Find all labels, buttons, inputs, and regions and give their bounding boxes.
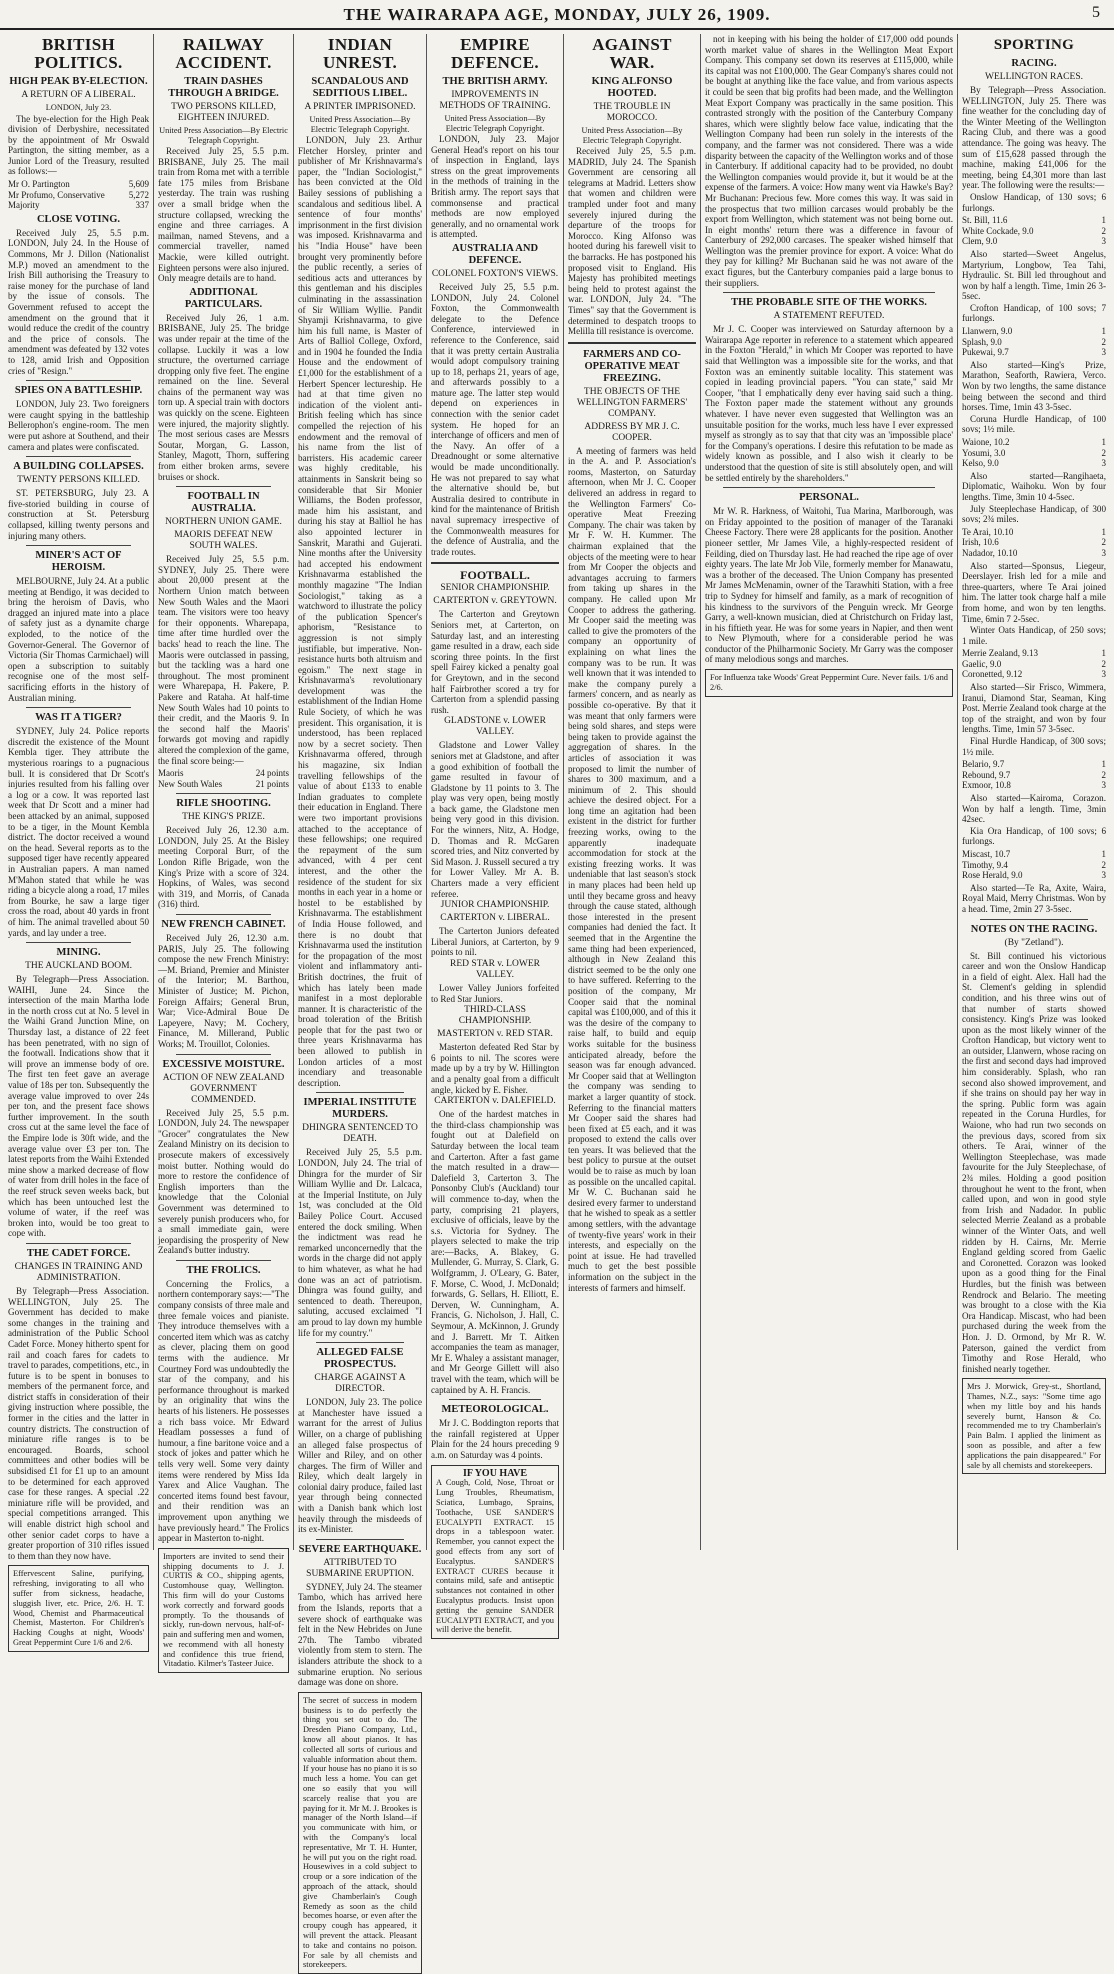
table-row xyxy=(962,669,1106,680)
divider xyxy=(26,1243,131,1244)
story-subtitle: MASTERTON v. RED STAR. xyxy=(437,1029,553,1040)
newspaper-title: THE WAIRARAPA AGE, MONDAY, JULY 26, 1909. xyxy=(343,5,771,24)
horse: Timothy, 9.4 xyxy=(962,859,1008,870)
divider xyxy=(176,1260,271,1261)
story-subtitle: IMPROVEMENTS IN METHODS OF TRAINING. xyxy=(439,90,551,111)
placing: 3 xyxy=(1101,547,1106,558)
table-row xyxy=(962,860,1106,871)
story-title: RACING. xyxy=(1011,58,1057,69)
column-british-politics xyxy=(4,34,154,1647)
story-title: THE FROLICS. xyxy=(186,1264,261,1276)
horse: Splash, 9.0 xyxy=(962,336,1002,347)
story-title: SCANDALOUS AND SEDITIOUS LIBEL. xyxy=(311,76,409,99)
column-sporting xyxy=(958,34,1110,1550)
placing: 1 xyxy=(1101,215,1106,226)
story-subtitle: TWO PERSONS KILLED, EIGHTEEN INJURED. xyxy=(171,102,276,123)
race-title: Crofton Handicap, of 100 sovs; 7 furlongs. xyxy=(962,302,1106,324)
placing: 3 xyxy=(1101,870,1106,881)
story-subtitle: THIRD-CLASS CHAMPIONSHIP. xyxy=(458,1005,532,1027)
wire-credit: United Press Association—By Electric Telegraph Copyright. xyxy=(444,114,546,133)
table-row xyxy=(962,458,1106,469)
story-body: not in keeping with his being the holder of £17,000 odd pounds worth market value of shares in the Wellington Meat Export Company. This company set down its reserves at £115,000, while its capital was not £100,000. The Gear Company's shares could not be bought at anything like the face value, and from various aspects it could be seen that big profits had been made, and the Wellington Meat Export Company was practically in the same position. This contrasted strongly with the position of the Canterbury Company shares, which were slightly below face value, indicating that the Wellington Company had been run solely in the interests of the company, and the farmer was not considered. There was a wide disparity between the capacity of the Wellington works and of those in Canterbury. If additional capacity had to be provided, no doubt the Wellington companies would provide it, but it would be at the expense of the farmers. A voice: How many went via Hawke's Bay? Mr Buchanan: Precious few. More comes this way. It was said in the prospectus that two million carcases would probably be the export from Wellington, which statement was not being borne out. In eight months' return there was a difference in favour of Canterbury of 292,000 carcases. The speaker wished himself that Wellington was the premier province for export. A voice: What do they pay for killing? Mr Buchanan said he was not aware of the exact figures, but the Canterbury companies paid a large bonus to their suppliers. xyxy=(705,34,953,288)
race-results xyxy=(962,326,1106,358)
story-subtitle: THE AUCKLAND BOOM. xyxy=(25,961,132,972)
horse: Nadador, 10.10 xyxy=(962,547,1018,558)
placing: 1 xyxy=(1101,759,1106,770)
story-title: THE BRITISH ARMY. xyxy=(442,76,548,87)
horse: Miscast, 10.7 xyxy=(962,848,1011,859)
placing: 1 xyxy=(1101,326,1106,337)
story-title: METEOROLOGICAL. xyxy=(441,1404,549,1416)
story-subtitle: COLONEL FOXTON'S VIEWS. xyxy=(431,268,559,279)
divider xyxy=(26,545,131,546)
placing: 2 xyxy=(1101,447,1106,458)
table-row xyxy=(158,768,289,779)
story-subtitle: ATTRIBUTED TO SUBMARINE ERUPTION. xyxy=(306,1557,414,1579)
horse: Pukewai, 9.7 xyxy=(962,347,1009,358)
horse: Llanwern, 9.0 xyxy=(962,326,1013,337)
story-body: The bye-election for the High Peak division of Derbyshire, necessitated by the appointment of Mr Oswald Partington, the sitting member, as a Junior Lord of the Treasury, resulted as follows:— xyxy=(8,113,149,177)
placing: 1 xyxy=(1101,648,1106,659)
masthead xyxy=(0,0,1114,30)
horse: Irish, 10.6 xyxy=(962,537,999,548)
story-body: A meeting of farmers was held in the A. and P. Association's rooms, Masterton, on Saturday afternoon, when Mr J. C. Cooper delivered an address in regard to the Wellington Farmers' Co-operative Meat Freezing Company. The chair was taken by Mr F. W. H. Kummer. The chairman explained that the objects of the meeting were to hear from Mr Cooper the objects and advantages accruing to farmers from taking up shares in the company. He called upon Mr Cooper to address the gathering. Mr Cooper said the meeting was called to give the promoters of the company an opportunity of explaining on what lines the company was to be run. It was well known that it was intended to make the company purely a farmers' concern, and as nearly as possible co-operative. By that it was meant that only farmers were being sold shares, and steps were being taken to provide against the aggregation of shares. In the articles of association it was proposed to limit the number of shares to 300 maximum, and a minimum of 2. This should achieve the desired object. For a long time an agitation had been existent in the district for further freezing works, owing to the apparently inadequate accommodation for stock at the existing freezing works. It was undeniable that last season's stock in many places had been held up until they became gross and heavy through the cause stated, although those interested in the present companies had denied the fact. It seemed that in the Argentine the same thing had been experienced, although in New Zealand this district seemed to be the only one to have suffered. Referring to the position of the company, Mr Cooper said that the nominal capital was £100,000, and of this it was the desire of the company to raise half, to build and equip works suitable for the business anticipated already, before the season was far enough advanced. Mr Cooper said that at Wellington the company was sending to market a larger quantity of stock. Referring to the financial matters Mr Cooper said the shares had been fixed at £5 each, and it was proposed to extend the calls over ten years. It was believed that the best policy to pursue at the outset would be to raise as much by loan as possible on the uncalled capital. Mr W. C. Buchanan said he desired every farmer to understand that he wished to speak as a settler among settlers, with the advantage of twenty-five years' work in their interests, and especially on the point at issue. He had travelled much to get the best possible information on the subject in the interests of farmers and himself. xyxy=(568,445,696,1293)
section-heading: SPORTING xyxy=(993,37,1075,53)
advertisement xyxy=(705,669,953,697)
table-row xyxy=(962,780,1106,791)
page-number: 5 xyxy=(1092,4,1100,21)
story-title: NOTES ON THE RACING. xyxy=(970,923,1098,935)
story-title: SEVERE EARTHQUAKE. xyxy=(298,1543,422,1555)
story-title: TRAIN DASHES THROUGH A BRIDGE. xyxy=(168,76,279,99)
divider xyxy=(176,1054,271,1055)
placing: 2 xyxy=(1101,859,1106,870)
story-subtitle: CARTERTON v. GREYTOWN. xyxy=(433,596,557,607)
divider xyxy=(26,942,131,943)
placing: 3 xyxy=(1101,780,1106,791)
story-title: NEW FRENCH CABINET. xyxy=(161,919,286,931)
section-heading: RAILWAY ACCIDENT. xyxy=(175,35,272,72)
story-body: SYDNEY, July 24. The steamer Tambo, which has arrived here from the Islands, reports that a severe shock of earthquake was felt in the New Hebrides on June 27th. The Tambo vibrated violently from stem to stern. The islanders attribute the shock to a submarine eruption. No serious damage was done on shore. xyxy=(298,1581,422,1688)
race-title: July Steeplechase Handicap, of 300 sovs; 2¾ miles. xyxy=(962,503,1106,525)
story-subtitle: ACTION OF NEW ZEALAND GOVERNMENT COMMENDED. xyxy=(162,1072,285,1105)
story-subtitle: JUNIOR CHAMPIONSHIP. xyxy=(440,900,550,911)
table-row xyxy=(8,190,149,201)
table-row xyxy=(962,849,1106,860)
story-title: EXCESSIVE MOISTURE. xyxy=(162,1058,285,1070)
table-row xyxy=(962,870,1106,881)
story-title: FOOTBALL. xyxy=(460,568,530,583)
table-row xyxy=(8,179,149,190)
race-note: Also started—Te Ra, Axite, Waira, Royal Maid, Merry Christmas. Won by a head. Time, 2min 27 3-5sec. xyxy=(962,882,1106,914)
table-row xyxy=(962,437,1106,448)
divider xyxy=(980,919,1088,920)
story-body: Received July 25, 5.5 p.m. BRISBANE, July 25. The mail train from Roma met with a terrible fate 175 miles from Brisbane yesterday. The train was rushing over a small bridge when the structure collapsed, wrecking the engine and three carriages. A mailman, named Stevens, and a commercial traveller, named Mackie, were killed outright. Eighteen persons were also injured. Only meagre details are to hand. xyxy=(158,146,289,284)
horse: White Cockade, 9.0 xyxy=(962,225,1034,236)
race-results xyxy=(962,527,1106,559)
section-heading: AGAINST WAR. xyxy=(592,35,672,72)
divider xyxy=(723,487,935,488)
story-subtitle: SENIOR CHAMPIONSHIP. xyxy=(440,583,550,594)
race-results xyxy=(962,759,1106,791)
placing: 3 xyxy=(1101,347,1106,358)
story-subtitle: A PRINTER IMPRISONED. xyxy=(304,102,416,112)
story-body: By Telegraph—Press Association. WAIHI, June 24. Since the intersection of the main Martha lode in the north cross cut at No. 5 level in the Waihi Grand Junction Mine, on Thursday last, a distance of 22 feet has been penetrated, with no sign of the footwall. Indications show that it will prove an immense body of ore. The first ten feet gave an average value of 18s per ton. Subsequently the average value improved to over 24s per ton, and the present face shows further improvement. In the south cross cut at the same level the face of the Empire lode is 30ft wide, and the average value over £3 per ton. The latest reports from the Waihi Extended mine show a marked decrease of flow of water from drill holes in the face of the reef struck seven weeks back, but which has been untouched lest the volume of water, if the reef was broken into, would be too great to cope with. xyxy=(8,974,149,1239)
story-subtitle: WELLINGTON RACES. xyxy=(985,72,1083,82)
wire-credit: United Press Association—By Electric Telegraph Copyright. xyxy=(309,115,411,134)
table-row xyxy=(962,648,1106,659)
story-body: LONDON, July 23. Two foreigners were caught spying in the battleship Bellerophon's engine-room. The men were put ashore at Southend, and their camera and plates were confiscated. xyxy=(8,399,149,452)
table-row xyxy=(962,337,1106,348)
candidate: Mr O. Partington xyxy=(8,179,70,190)
story-title: WAS IT A TIGER? xyxy=(35,712,122,724)
divider xyxy=(316,1539,404,1540)
advertisement xyxy=(8,1565,149,1651)
ad-text: Mrs J. Morwick, Grey-st., Shortland, Thames, N.Z., says: "Some time ago when my little boy and his hands severely burnt, Hanson & Co. recommended me to try Chamberlain's Pain Balm. I applied the liniment as soon as possible, and after a few applications the pain disappeared." For sale by all chemists and storekeepers. xyxy=(967,1382,1101,1470)
table-row xyxy=(962,527,1106,538)
story-body: Concerning the Frolics, a northern contemporary says:—"The company consists of three male and three female voices and pianiste. They introduce themselves with a concerted item which was as catchy as clever, placing them on good terms with the audience. Mr Courtney Ford was undoubtedly the star of the company, and his performance throughout is marked by an originality that wins the hearts of his listeners. He possesses a rich bass voice. Mr Edward Headlam possesses a fund of humour, a fine baritone voice and a stock of jokes and patter which he tells very well. Some very dainty items were rendered by Miss Ida Yarex and Alice Vaughan. The concerted items found best favour, and their rendition was an improvement upon anything we have previously heard." The Frolics appear in Masterton to-night. xyxy=(158,1278,289,1544)
race-note: Also started—Sir Frisco, Wimmera, Iranui, Diamond Star, Seaman, King Post. Merrie Zealand took charge at the top of the straight, and won by four lengths. Time, 1min 57 3-5sec. xyxy=(962,682,1106,735)
placing: 2 xyxy=(1101,537,1106,548)
story-title: PERSONAL. xyxy=(799,492,859,504)
points: 24 points xyxy=(255,768,289,779)
divider xyxy=(316,1342,404,1343)
race-note: Also started—Sweet Angelus, Martyrium, Longbow, Tea Tahi, Hydraulic. St. Bill led throughout and won by half a length. Time, 1min 26 3-5sec. xyxy=(962,248,1106,302)
story-title: THE CADET FORCE. xyxy=(26,1247,131,1259)
wire-credit: United Press Association—By Electric Telegraph Copyright. xyxy=(581,126,683,145)
placing: 3 xyxy=(1101,236,1106,247)
horse: Gaelic, 9.0 xyxy=(962,658,1002,669)
story-title: MINING. xyxy=(56,947,101,959)
placing: 2 xyxy=(1101,769,1106,780)
team: Maoris xyxy=(158,768,184,779)
story-title: SPIES ON A BATTLESHIP. xyxy=(14,385,143,397)
story-title: KING ALFONSO HOOTED. xyxy=(591,76,673,99)
story-subtitle: NORTHERN UNION GAME. xyxy=(165,517,282,528)
story-subtitle: CHANGES IN TRAINING AND ADMINISTRATION. xyxy=(14,1261,143,1283)
horse: Clem, 9.0 xyxy=(962,236,998,247)
story-title: RIFLE SHOOTING. xyxy=(176,798,271,810)
table-row xyxy=(962,236,1106,247)
story-body: Received July 25, 5.5 p.m. MADRID, July 24. The Spanish Government are censoring all telegrams at Madrid. Letters show that women and children were trampled under foot and many severely injured during the departure of the troops for Morocco. King Alfonso was hooted during his farewell visit to the barracks. He has postponed his proposed visit to England. His Majesty has prohibited meetings being held to protest against the war. LONDON, July 24. "The Times" say that the Government is determined to despatch troops to Melilla till resistance is overcome. xyxy=(568,146,696,337)
story-subtitle: MAORIS DEFEAT NEW SOUTH WALES. xyxy=(174,530,273,552)
story-title: THE PROBABLE SITE OF THE WORKS. xyxy=(731,297,927,309)
story-body: Received July 26, 12.30 a.m. LONDON, July 25. At the Bisley meeting Corporal Burr, of the London Rifle Brigade, won the King's Prize with a score of 324. Hopkins, of Wales, was second with 319, and Morris, of Canada (316) third. xyxy=(158,825,289,910)
column-railway-accident xyxy=(154,34,294,1669)
race-title: Coruna Hurdle Handicap, of 100 sovs; 1½ mile. xyxy=(962,413,1106,435)
divider xyxy=(176,486,271,487)
columns xyxy=(4,34,1110,1970)
story-subtitle: RED STAR v. LOWER VALLEY. xyxy=(450,959,540,980)
majority-value: 337 xyxy=(135,200,149,211)
story-title: FARMERS AND CO-OPERATIVE MEAT FREEZING. xyxy=(583,348,681,384)
race-title: Onslow Handicap, of 130 sovs; 6 furlongs. xyxy=(962,191,1106,213)
column-empire-defence xyxy=(427,34,564,1635)
placing: 1 xyxy=(1101,848,1106,859)
ad-text: The secret of success in modern business is to do perfectly the thing you set out to do. The Dresden Piano Company, Ltd., know all about pianos. It has collected all sorts of curious and valuable information about them. If your house has no piano it is so much less a home. You can get one so easily that you will scarcely realise that you are paying for it. Mr M. J. Brookes is manager of the North Island—if you communicate with him, or with the Company's local representative, Mr T. H. Hunter, he will put you on the right road. Housewives in a cold subject to croup or a sore indication of the approach of the attack, should give Chamberlain's Cough Remedy as soon as the child becomes hoarse, or even after the croupy cough has appeared, it will prevent the attack. Pleasant to take and contains no poison. For sale by all chemists and storekeepers. xyxy=(303,1695,417,1970)
vote-count: 5,272 xyxy=(128,189,149,200)
advertisement xyxy=(962,1378,1106,1474)
story-subtitle: TWENTY PERSONS KILLED. xyxy=(17,475,140,486)
divider xyxy=(723,292,935,293)
story-title: AUSTRALIA AND DEFENCE. xyxy=(451,242,539,266)
divider xyxy=(176,793,271,794)
placing: 1 xyxy=(1101,526,1106,537)
story-subtitle: ADDRESS BY MR J. C. COOPER. xyxy=(584,421,680,443)
story-body: Received July 26, 12.30 a.m. PARIS, July 25. The following compose the new French Ministry:—M. Briand, Premier and Minister of the Interior; M. Barthou, Minister of Justice; M. Pichon, Foreign Affairs; General Brun, War; Vice-Admiral Boue De Lapeyere, Navy; M. Cochery, Finance, M. Millerand, Public Works; M. Trouillot, Colonies. xyxy=(158,933,289,1049)
ad-text: Effervescent Saline, purifying, refreshing, invigorating to all who suffer from sickness, headache, sluggish liver, etc. Price, 2/6. H. T. Wood, Chemist and Pharmaceutical Chemist, Masterton. For Children's Hacking Coughs at night, Woods' Great Peppermint Cure 1/6 and 2/6. xyxy=(13,1569,144,1647)
race-title: Final Hurdle Handicap, of 300 sovs; 1½ mile. xyxy=(962,736,1106,757)
table-row xyxy=(962,548,1106,559)
table-row xyxy=(962,215,1106,226)
story-body: By Telegraph—Press Association. WELLINGTON, July 25. The Government has decided to make some changes in the training and administration of the Public School Cadet Force. Money hitherto spent for rail and coach fares for cadets to travel to parades, competitions, etc., in future is to be spent in bonuses to members of the permanent force, and district staffs in consideration of their giving instruction where possible, the former in the cities and the latter in country districts. The construction of miniature rifle ranges is to be encouraged. Boards, school committees and other bodies will be subsidised £1 for £1 up to an amount to be determined for each approved case for these ranges. A special .22 miniature rifle will be provided, and special competitions arranged. This will enable district high school and other senior cadet corps to have a greater proportion of 310 rifles issued to them than they now have. xyxy=(8,1285,149,1561)
story-body: Mr J. C. Boddington reports that the rainfall registered at Upper Plain for the 24 hours preceding 9 a.m. on Saturday was 4 points. xyxy=(431,1418,559,1460)
race-results xyxy=(962,849,1106,881)
story-body: Mr W. R. Harkness, of Waitohi, Tua Marina, Marlborough, was on Friday appointed to the position of manager of the Taranaki Cheese Factory. There were 28 applicants for the position. Another pioneer settler, Mr James Vile, a highly-respected resident of Feilding, died on Thursday last. He had reached the ripe age of over eighty years. The late Mr Job Vile, formerly member for Manawatu, was a brother of the deceased. The Union Company has presented Mr James McMenamin, owner of the Tarawhiti Station, with a free trip to Sydney for himself and family, as a mark of recognition of his kindness to the survivors of the Penguin wreck. Mr George Garry, a well-known musician, died at Christchurch on Friday last, in his fiftieth year. He was for some years in Napier, and then went to New Plymouth, where for a considerable period he was conductor of the Philharmonic Society. Mr Garry was the composer of many melodious songs and marches. xyxy=(705,506,953,665)
advertisement xyxy=(158,1548,289,1674)
majority-label: Majority xyxy=(8,200,40,211)
placing: 2 xyxy=(1101,225,1106,236)
story-body: Received July 25, 5.5 p.m. LONDON, July 24. The newspaper "Grocer" congratulates the New Zealand Ministry on its decision to prosecute makers of excessively moist butter. Nothing would do more to restore the confidence of English importers than the knowledge that the Colonial Government was determined to severely punish producers who, for a small immediate gain, were jeopardising the prosperity of New Zealand's butter industry. xyxy=(158,1107,289,1256)
advertisement xyxy=(298,1692,422,1974)
story-body: LONDON, July 23. Arthur Fletcher Horsley, printer and publisher of Mr Krishnavarma's paper, the "Indian Sociologist," has been convicted at the Old Bailey sessions of publishing a scandalous and seditious libel. A sentence of four months' imprisonment in the first division was imposed. Krishnavarma and his "India House" have been brought very prominently before the public recently, a series of seditious acts and utterances by this gentleman and his disciples culminating in the assassination of Sir William Wyllie. Pandit Shyamji Krishnavarma, to give him his full name, is Master of Arts of Balliol College, Oxford, and in 1904 he founded the India House and the endowment of £1,000 for the establishment of a Herbert Spencer lectureship. He had at that time given no indication of the violent anti-British feeling which has since compelled the rejection of his endowment and the removal of his name from the list of barristers. His academic career was highly creditable, his attainments in Sanskrit being so considerable that Sir Monier Williams, the Boden professor, made him his assistant, and during his stay at Balliol he has also appointed lecturer in Sanskrit, Marathi and Gujerati. Nine months after the University had accepted his endowment Krishnavarma established the monthly magazine "The Indian Sociologist," taking as a watchword to illustrate the policy of the publication Spencer's aphorism, "Resistance to aggression is not simply justifiable, but imperative. Non-resistance hurts both altruism and egoism." The next stage in Krishnavarma's revolutionary development was the establishment of the Indian Home Rule Society, of which he was president. This organisation, it is understood, has been replaced now by a secret society. Then Krishnavarma offered, through his magazine, six Indian travelling fellowships of the value of about £133 to enable Indian graduates to complete their education in England. There were two important provisions attached to the acceptance of these fellowships; one required the repayment of the sum advanced, with 4 per cent interest, and the other the residence of the student for six months in each year in a home or hostel to be established by Krishnavarma. The establishment of India House followed, and there is no doubt that Krishnavarma used the institution for the propagation of the most violent and inflammatory anti-British doctrines, the fruit of which has lately been made manifest in a most deplorable manner. It is characteristic of the broad toleration of the British people that for the past two or three years Krishnavarma has been allowed to publish in London articles of a most incendiary and treasonable description. xyxy=(298,135,422,1088)
story-subtitle: GLADSTONE v. LOWER VALLEY. xyxy=(444,716,546,738)
placing: 3 xyxy=(1101,458,1106,469)
horse: Te Arai, 10.10 xyxy=(962,526,1014,537)
horse: St. Bill, 11.6 xyxy=(962,215,1008,226)
story-title: ALLEGED FALSE PROSPECTUS. xyxy=(316,1347,404,1371)
story-body: Received July 26, 1 a.m. BRISBANE, July 25. The bridge was under repair at the time of the collapse. Luckily it was a low structure, the overturned carriage dropping only five feet. The engine remained on the line. Several chains of the permanent way was torn up. A special train with doctors was quickly on the scene. Eighteen were injured, the majority slightly. The most serious cases are Messrs Soutar, Morgan, G. Lasson, Stanley, Magott, Thorn, suffering from either broken arms, severe bruises or shock. xyxy=(158,312,289,482)
table-row xyxy=(158,779,289,790)
story-subtitle: A STATEMENT REFUTED. xyxy=(773,311,885,322)
table-row xyxy=(962,347,1106,358)
divider xyxy=(568,342,696,344)
story-subtitle: (By "Zetland"). xyxy=(1004,937,1064,948)
table-row xyxy=(962,448,1106,459)
story-body: Received July 25, 5.5 p.m. LONDON, July 24. The trial of Dhingra for the murder of Sir William Wyllie and Dr. Lalcaca, at the Imperial Institute, on July 1st, was concluded at the Old Bailey Police Court. Accused entered the dock smiling. When the indictment was read he remarked unconcernedly that the words in the charge did not apply to him whatever, as what he had done was an act of patriotism. Dhingra was found guilty, and sentenced to death. Thereupon, saluting, accused exclaimed "I am proud to lay down my humble life for my country." xyxy=(298,1147,422,1338)
column-cooper-address-cont xyxy=(701,34,958,1550)
divider xyxy=(26,707,131,708)
horse: Rose Herald, 9.0 xyxy=(962,870,1023,881)
story-title: HIGH PEAK BY-ELECTION. xyxy=(9,76,148,87)
table-row xyxy=(962,537,1106,548)
horse: Merrie Zealand, 9.13 xyxy=(962,648,1038,659)
race-results xyxy=(962,648,1106,680)
horse: Yosumi, 3.0 xyxy=(962,447,1006,458)
story-body: Mr J. C. Cooper was interviewed on Saturday afternoon by a Wairarapa Age reporter in reference to a statement which appeared in the Foxton "Herald," in which Mr Cooper was reported to have said that Wellington was a impossible site for the works, and that Foxton was an eminently suitable locality. This statement was copied in leading provincial papers. "You can state," said Mr Cooper, "that I emphatically deny ever having said such a thing. The Foxton paper made the statement without any grounds whatever. I have never even suggested that Wellington was an unsuitable position for the works, much less have I ever expressed myself as strongly as to say that that city was an 'impossible place' for the Company's operations. I desire this refutation to be made as widely known as possible, and I also wish it clearly to be understood that the question of site is still absolutely open, and will be settled entirely by the shareholders." xyxy=(705,324,953,483)
placing: 2 xyxy=(1101,336,1106,347)
points: 21 points xyxy=(255,778,289,789)
story-subtitle: THE OBJECTS OF THE WELLINGTON FARMERS' COMPANY. xyxy=(576,386,688,419)
story-body: Gladstone and Lower Valley seniors met at Gladstone, and after a good exhibition of football the game resulted in favour of Gladstone by 11 points to 3. The play was very open, being mostly a back game, the Gladstone men being very good in this division. For the winners, Nitz, A. Hodge, D. Thomas and R. McGaren scored tries, and Nitz converted by Sid Mason. J. Russell secured a try for Lower Valley. Mr A. B. Charters made a very efficient referee. xyxy=(431,740,559,899)
vote-count: 5,609 xyxy=(128,179,149,190)
ad-text: Importers are invited to send their shipping documents to J. J. CURTIS & CO., shipping agents, Customhouse quay, Wellington. This firm will do your Customs work correctly and forward goods promptly. To the thousands of sickly, run-down nervous, half-of-pain and suffering men and women, we recommend with all honesty and confidence this true friend, Vitadatio. Kilmer's Tasteer Juice. xyxy=(163,1551,284,1669)
table-row xyxy=(962,326,1106,337)
divider xyxy=(176,914,271,915)
story-subtitle: A RETURN OF A LIBERAL. xyxy=(21,90,136,100)
story-body: One of the hardest matches in the third-class championship was fought out at Dalefield on Saturday between the local team and Carterton. After a fast game the match resulted in a draw—Dalefield 3, Carterton 3. The Ponsonby Club's (Auckland) tour will commence to-day, when the party, comprising 21 players, exclusive of officials, leave by the s.s. Victoria for Sydney. The players selected to make the trip are:—Backs, A. Blakey, G. Mullender, G. Murray, S. Clark, G. Wolfgramm, J. O'Leary, G. Bater, F. Morse, C. Wood, J. McDonald; forwards, G. Sellars, H. Elliott, E. Derven, W. Cunningham, A. Francis, G. Nicholson, J. Hall, C. Seymour, A. McKinnon, J. Grundy and J. Barrett. Mr T. Aitken accompanies the team as manager, Mr E. Whaley a assistant manager, and Mr George Gillett will also travel with the team, which will be captained by A. H. Francis. xyxy=(431,1109,559,1395)
story-body: Masterton defeated Red Star by 6 points to nil. The scores were made up by a try by W. Hillington and a penalty goal from a difficult angle, kicked by E. Fisher. xyxy=(431,1042,559,1095)
column-against-war xyxy=(564,34,701,1550)
section-heading: INDIAN UNREST. xyxy=(322,35,398,72)
horse: Rebound, 9.7 xyxy=(962,769,1011,780)
story-title: ADDITIONAL PARTICULARS. xyxy=(184,286,263,310)
story-body: LONDON, July 23. Major General Head's report on his tour of inspection in England, lays stress on the great improvements in the methods of training in the British army. The report says that commonsense and practical methods are now employed generally, and no ornamental work is attempted. xyxy=(431,134,559,240)
race-note: Also started—Kairoma, Corazon. Won by half a length. Time, 3min 42sec. xyxy=(962,793,1106,825)
section-heading: BRITISH POLITICS. xyxy=(34,35,123,72)
dateline: LONDON, July 23. xyxy=(45,103,112,112)
ad-title: IF YOU HAVE xyxy=(462,1467,528,1479)
story-title: FOOTBALL IN AUSTRALIA. xyxy=(187,491,260,515)
story-body: Received July 25, 5.5 p.m. LONDON, July 24. In the House of Commons, Mr J. Dillon (Nationalist M.P.) moved an amendment to the Irish Bill authorising the Treasury to raise money for the purchase of land by the issue of consols. The Government refused to accept the amendment on the ground that it would reduce the credit of the country and the price of consols. The amendment was defeated by 132 votes to 128, amid Irish and Opposition cries of "Resign." xyxy=(8,227,149,376)
placing: 1 xyxy=(1101,437,1106,447)
story-body: LONDON, July 23. The police at Manchester have issued a warrant for the arrest of Julius Willer, on a charge of publishing an alleged false prospectus of Willer and Riley, and on other charges. The firm of Willer and Riley, which dealt largely in colonial dairy produce, failed last year through being connected with a Danish bank which lost heavily through the misdeeds of its ex-Minister. xyxy=(298,1397,422,1535)
race-note: Also started—Rangihaeta, Diplomatic, Waihoku. Won by four lengths. Time, 3min 10 4-5sec. xyxy=(962,470,1106,502)
placing: 2 xyxy=(1101,658,1106,669)
story-title: A BUILDING COLLAPSES. xyxy=(13,461,144,473)
divider xyxy=(316,1092,404,1093)
story-title: IMPERIAL INSTITUTE MURDERS. xyxy=(303,1097,417,1121)
story-subtitle: THE TROUBLE IN MOROCCO. xyxy=(593,102,671,123)
table-row xyxy=(8,200,149,211)
column-indian-unrest xyxy=(294,34,427,1970)
horse: Exmoor, 10.8 xyxy=(962,780,1011,791)
divider xyxy=(431,562,559,564)
divider xyxy=(26,456,131,457)
story-body: Received July 25, 5.5 p.m. LONDON, July 24. Colonel Foxton, the Commonwealth delegate to the Defence Conference, interviewed in reference to the Conference, said that it was pretty certain Australia would adopt compulsory training up to 18, perhaps 21, years of age, and afterwards possibly to a mature age. The latter step would depend on experiences in connection with the senior cadet system. He hoped for an interchange of officers and men of the Navy. An offer of a Dreadnought or some alternative would be made unconditionally. He was not prepared to say what the alternative should be, but Australia desired to contribute in kind for the maintenance of British naval supremacy irrespective of the Commonwealth measures for the defence of Australia, and the trade routes. xyxy=(431,281,559,557)
story-body: The Carterton and Greytown Seniors met, at Carterton, on Saturday last, and an interesting game resulted in a draw, each side scoring three points. In the first spell Fairey kicked a penalty goal for Greytown, and in the second half Fairbrother scored a try for Carterton from a splendid passing rush. xyxy=(431,609,559,715)
ad-text: A Cough, Cold, Nose, Throat or Lung Troubles, Rheumatism, Sciatica, Lumbago, Sprains, Toothache, USE SANDER'S EUCALYPTI EXTRACT. 15 drops in a tablespoon water. Remember, you cannot expect the good effects from any sort of Eucalyptus. SANDER'S EXTRACT CURES because it contains mild, safe and antiseptic substances not contained in other Eucalyptus products. Insist upon getting the genuine SANDER EUCALYPTI EXTRACT, and you will derive the benefit. xyxy=(436,1478,554,1635)
horse: Belario, 9.7 xyxy=(962,759,1005,770)
horse: Kelso, 9.0 xyxy=(962,458,999,469)
story-body: Lower Valley Juniors forfeited to Red Star Juniors. xyxy=(431,983,559,1004)
story-subtitle: CARTERTON v. LIBERAL. xyxy=(440,913,550,924)
race-note: Also started—Sponsus, Liegeur, Deerslayer. Irish led for a mile and three-quarters, where Te Arai joined him. The latter took charge half a mile from home, and won by ten lengths. Time, 6min 7 2-5sec. xyxy=(962,560,1106,624)
horse: Waione, 10.2 xyxy=(962,437,1010,447)
story-subtitle: THE KING'S PRIZE. xyxy=(182,812,265,823)
placing: 3 xyxy=(1101,669,1106,680)
horse: Coronetted, 9.12 xyxy=(962,669,1023,680)
story-body: The Carterton Juniors defeated Liberal Juniors, at Carterton, by 9 points to nil. xyxy=(431,926,559,958)
story-body: MELBOURNE, July 24. At a public meeting at Bendigo, it was decided to bring the heroism of Davis, who dragged an injured mate into a place of safety just as a dynamite charge exploded, to the notice of the Governor-General. The Governor of Victoria (Sir Thomas Carmichael) will open a subscription to suitably recognise one of the most self-sacrificing efforts in the history of Australian mining. xyxy=(8,576,149,703)
team: New South Wales xyxy=(158,778,223,789)
score-table xyxy=(158,768,289,789)
story-subtitle: DHINGRA SENTENCED TO DEATH. xyxy=(302,1123,418,1145)
ad-text: For Influenza take Woods' Great Peppermint Cure. Never fails. 1/6 and 2/6. xyxy=(710,673,948,692)
story-subtitle: CHARGE AGAINST A DIRECTOR. xyxy=(314,1373,406,1395)
story-body: Received July 25, 5.5 p.m. SYDNEY, July 25. There were about 20,000 present at the Northern Union match between New South Wales and the Maori team. The visitors were too heavy for their opponents. Wharepapa, time after time hurdled over the backs' head to reach the line. The Maoris were outclassed in passing, but the tackling was a hard one throughout. The most prominent were Wharepapa, H. Pakere, P. Pakere and Rataha. At half-time New South Wales had 10 points to their credit, and the Maoris 9. In the second half the Maoris' forwards got moving and rapidly altered the complexion of the game, the final score being:— xyxy=(158,554,289,766)
story-subtitle: CARTERTON v. DALEFIELD. xyxy=(434,1096,556,1107)
race-results xyxy=(962,215,1106,247)
table-row xyxy=(962,659,1106,670)
story-body: ST. PETERSBURG, July 23. A five-storied building in course of construction at St. Petersburg collapsed, killing twenty persons and injuring many others. xyxy=(8,488,149,541)
divider xyxy=(26,380,131,381)
race-title: Winter Oats Handicap, of 250 sovs; 1 mile. xyxy=(962,625,1106,646)
table-row xyxy=(962,226,1106,237)
table-row xyxy=(962,770,1106,781)
story-title: MINER'S ACT OF HEROISM. xyxy=(35,550,122,574)
story-body: St. Bill continued his victorious career and won the Onslow Handicap in a field of eight. Alex. Hall had the St. Clement's gelding in splendid condition, and his three wins out of that number of starts showed consistency. King's Prize was looked upon as the most likely winner of the Crofton Handicap, but victory went to an outsider, Llanwern, whose racing on the first and second days had improved him considerably. Splash, who ran second also showed improvement, and if she trains on should pay her way in the spring. Public form was again repeated in the Coruna Hurdles, for Waione, who had run two seconds on the previous days, scored from six others. Te Arai, winner of the Wellington Steeplechase, was made favourite for the July Steeplechase, of 2¾ miles. Holding a good position throughout he went to the front, when called upon, and won in good style from Irish and Nadador. In public selected Merrie Zealand as a probable winner of the Winter Oats, and well ridden by H. Cairns, Mr. Merrie England gelding scored from Gaelic and Coronetted. Corazon was looked upon as a good thing for the Final Hurdles, but the finish was between Rendrock and Belario. The meeting was brought to a close with the Kia Ora Handicap. Miscast, who had been purchased during the week from the Hon. J. D. Ormond, by Mr R. W. Paterson, gained the verdict from Timothy and Rose Herald, who finished nearly together. xyxy=(962,950,1106,1374)
race-results xyxy=(962,437,1106,469)
section-heading: EMPIRE DEFENCE. xyxy=(451,35,539,72)
race-title: Kia Ora Handicap, of 100 sovs; 6 furlongs. xyxy=(962,825,1106,847)
race-note: Also started—King's Prize, Marathon, Seaforth, Rawiera, Verco. Won by two lengths, the same distance being between the second and third horses. Time, 1min 43 3-5sec. xyxy=(962,359,1106,413)
wire-credit: United Press Association—By Electric Telegraph Copyright. xyxy=(159,126,288,145)
story-title: CLOSE VOTING. xyxy=(36,213,121,225)
table-row xyxy=(962,759,1106,770)
story-body: By Telegraph—Press Association. WELLINGTON, July 25. There was fine weather for the concluding day of the Winter Meeting of the Wellington Racing Club, and there was a good attendance. The going was heavy. The sum of £15,628 passed through the machine, making £41,006 for the meeting, being £4,301 more than last year. The following were the results:— xyxy=(962,85,1106,191)
candidate: Mr Profumo, Conservative xyxy=(8,189,105,200)
divider xyxy=(449,1399,541,1400)
story-body: SYDNEY, July 24. Police reports discredit the existence of the Mount Kembla tiger. They attribute the mysterious roarings to a pugnacious bull. It is considered that Dr Scott's injuries resulted from his falling over a log or a cow. It was reported last week that Dr Scott and a miner had been attacked by an animal, supposed to be a tiger, in the Mount Kembla district. The doctor received a wound on the head. Several reports as to the supposed tiger have recently appeared in Australian papers. A man named M'Mahon stated that while he was riding a bicycle along a road, 17 miles from Bourke, he saw a large tiger cross the road, about 40 yards in front of him. The animal travelled about 50 yards, and lay under a tree. xyxy=(8,726,149,938)
vote-table xyxy=(8,179,149,211)
advertisement xyxy=(431,1465,559,1640)
